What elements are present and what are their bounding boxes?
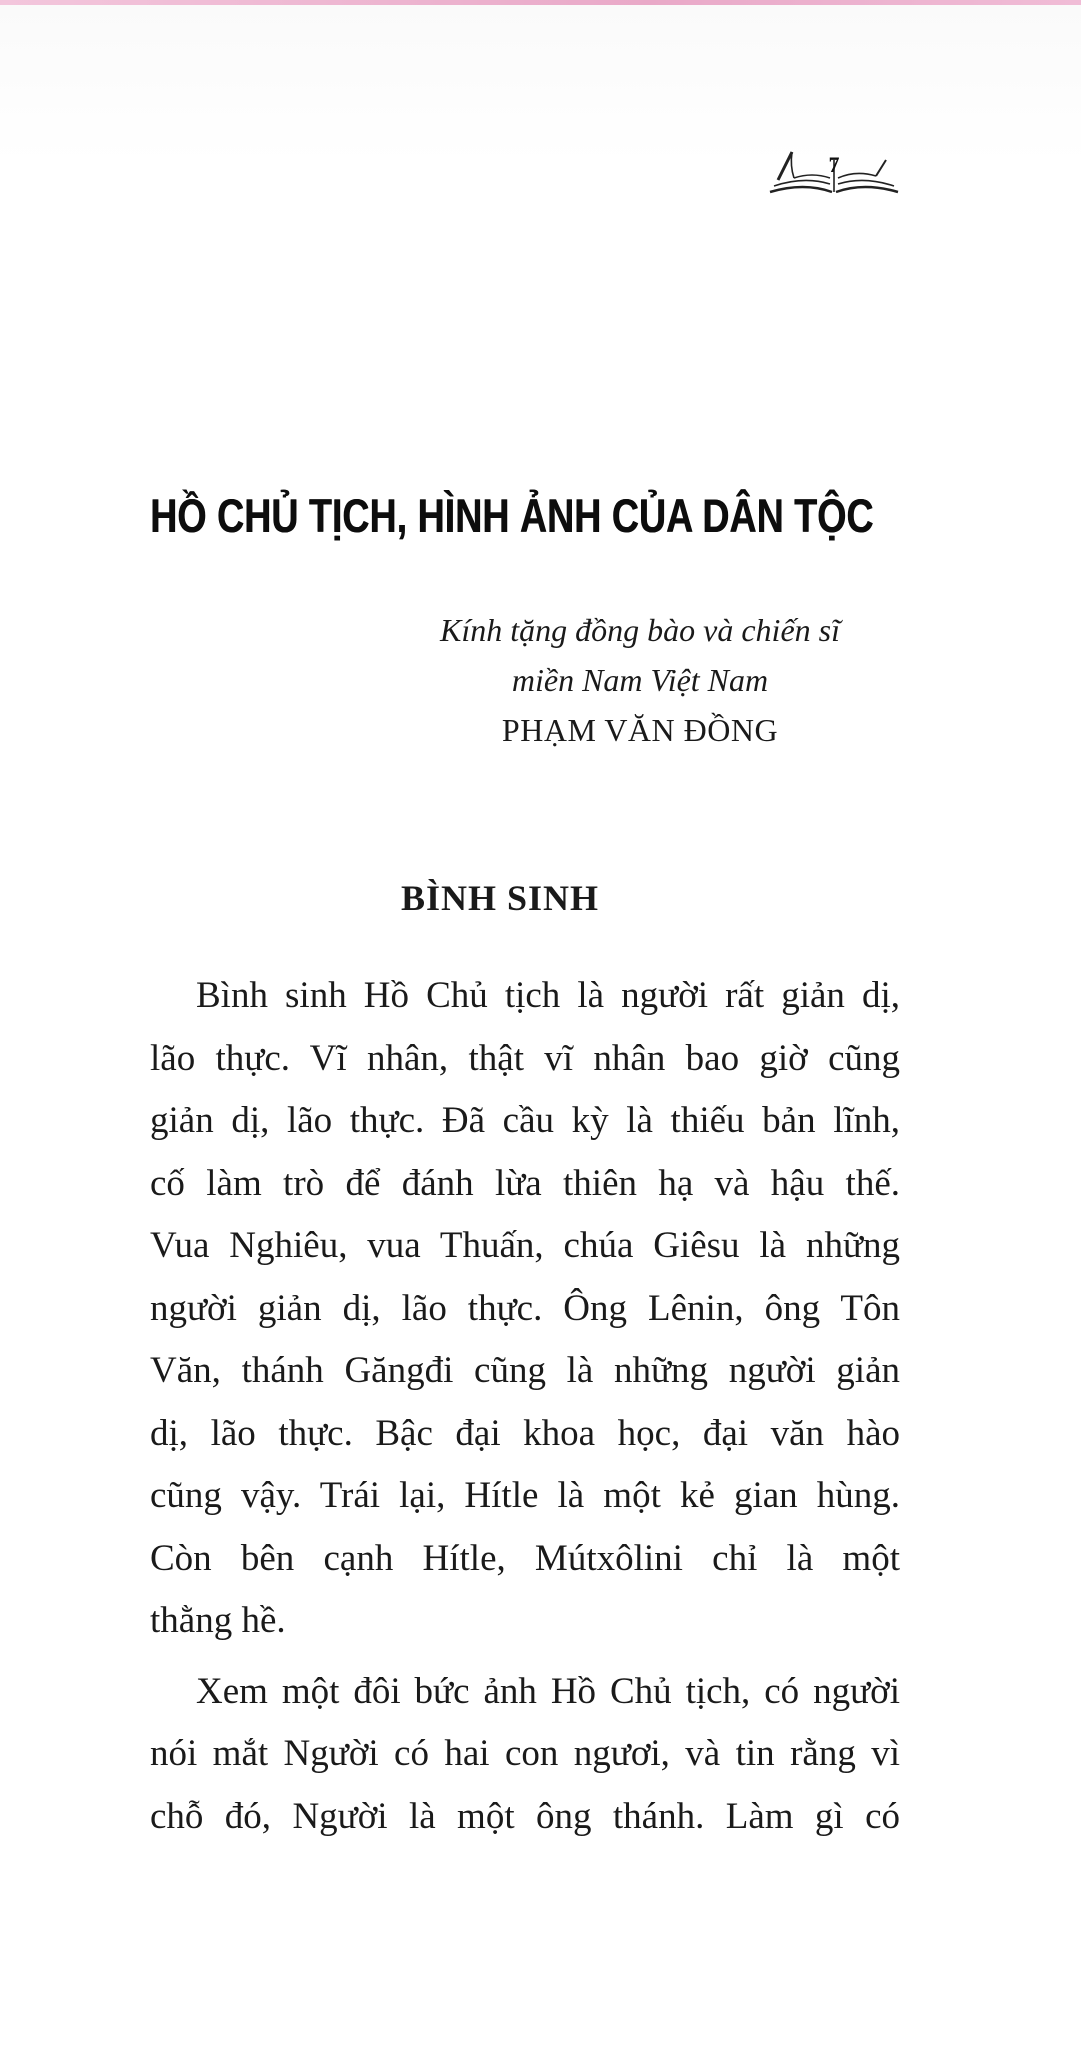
text-line: thằng hề.	[150, 1600, 286, 1641]
text-line: cũng vậy. Trái lại, Hítle là một kẻ gian hùng.	[150, 1475, 900, 1516]
dedication-line-2: miền Nam Việt Nam	[511, 662, 769, 698]
text-line: chỗ đó, Người là một ông thánh. Làm gì có	[150, 1795, 900, 1837]
body-text	[150, 965, 900, 1848]
section-heading: BÌNH SINH	[400, 878, 600, 918]
text-line: Văn, thánh Găngđi cũng là những người giản	[150, 1350, 900, 1391]
text-line: Còn bên cạnh Hítle, Mútxôlini chỉ là một	[150, 1537, 900, 1579]
text-line: Vua Nghiêu, vua Thuấn, chúa Giêsu là những	[150, 1225, 900, 1266]
text-line: dị, lão thực. Bậc đại khoa học, đại văn hào	[150, 1412, 900, 1454]
text-line: cố làm trò để đánh lừa thiên hạ và hậu thế.	[150, 1162, 900, 1204]
page-number-badge	[764, 146, 904, 206]
text-line: nói mắt Người có hai con ngươi, và tin rằng vì	[150, 1733, 900, 1774]
text-line: Xem một đôi bức ảnh Hồ Chủ tịch, có người	[196, 1670, 900, 1712]
page-number: 7	[828, 152, 840, 177]
page-edge-rule	[0, 0, 1081, 5]
text-line: lão thực. Vĩ nhân, thật vĩ nhân bao giờ cũng	[150, 1037, 900, 1079]
dedication-author: PHẠM VĂN ĐỒNG	[501, 712, 779, 748]
dedication-line-1: Kính tặng đồng bào và chiến sĩ	[440, 612, 840, 648]
text-line: giản dị, lão thực. Đã cầu kỳ là thiếu bản lĩnh,	[150, 1100, 900, 1141]
paragraph-gap	[150, 1653, 900, 1661]
text-line: người giản dị, lão thực. Ông Lênin, ông Tôn	[150, 1287, 900, 1329]
text-line: Bình sinh Hồ Chủ tịch là người rất giản dị,	[196, 975, 900, 1016]
dedication-block	[380, 605, 900, 755]
chapter-title: HỒ CHỦ TỊCH, HÌNH ẢNH CỦA DÂN TỘC	[150, 489, 874, 542]
